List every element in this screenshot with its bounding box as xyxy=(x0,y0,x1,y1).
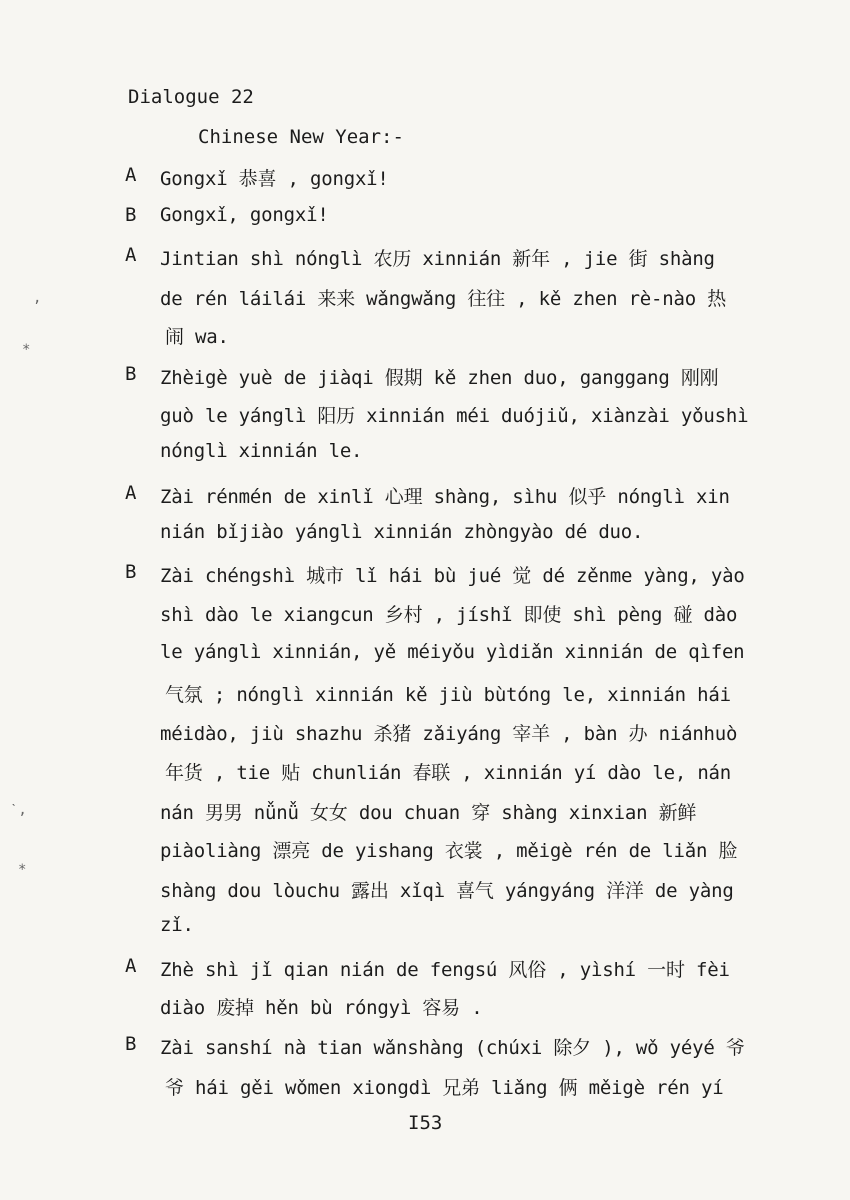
dialogue-line: 爷 hái gěi wǒmen xiongdì 兄弟 liǎng 俩 měigè rén yí xyxy=(165,1077,724,1099)
dialogue-title: Dialogue 22 xyxy=(128,86,254,108)
dialogue-line: de rén láilái 来来 wǎngwǎng 往往 , kě zhen rè-nào 热 xyxy=(160,288,727,310)
dialogue-line: Gongxǐ, gongxǐ! xyxy=(160,204,329,226)
dialogue-line: Zhèigè yuè de jiàqi 假期 kě zhen duo, ganggang 刚刚 xyxy=(160,367,719,389)
dialogue-line: Gongxǐ 恭喜 , gongxǐ! xyxy=(160,168,389,190)
dialogue-line: 年货 , tie 贴 chunlián 春联 , xinnián yí dào le, nán xyxy=(165,762,732,784)
dialogue-line: Zài rénmén de xinlǐ 心理 shàng, sìhu 似乎 nónglì xin xyxy=(160,486,730,508)
dialogue-line: Jintian shì nónglì 农历 xinnián 新年 , jie 街 shàng xyxy=(160,248,715,270)
dialogue-line: nónglì xinnián le. xyxy=(160,440,363,462)
dialogue-line: le yánglì xinnián, yě méiyǒu yìdiǎn xinnián de qìfen xyxy=(160,641,745,663)
speaker-label: B xyxy=(125,363,137,385)
dialogue-line: Zài sanshí nà tian wǎnshàng (chúxi 除夕 ), wǒ yéyé 爷 xyxy=(160,1037,745,1059)
page-number: I53 xyxy=(408,1112,443,1134)
dialogue-line: Zài chéngshì 城市 lǐ hái bù jué 觉 dé zěnme yàng, yào xyxy=(160,565,745,587)
dialogue-line: zǐ. xyxy=(160,914,194,936)
scan-mark: , xyxy=(33,290,42,306)
speaker-label: A xyxy=(125,955,137,977)
dialogue-line: méidào, jiù shazhu 杀猪 zǎiyáng 宰羊 , bàn 办 niánhuò xyxy=(160,723,738,745)
dialogue-line: shàng dou lòuchu 露出 xǐqì 喜气 yángyáng 洋洋 de yàng xyxy=(160,880,734,902)
dialogue-line: Zhè shì jǐ qian nián de fengsú 风俗 , yìshí 一时 fèi xyxy=(160,959,730,981)
dialogue-line: 气氛 ; nónglì xinnián kě jiù bùtóng le, xinnián hái xyxy=(165,684,731,706)
speaker-label: B xyxy=(125,561,137,583)
dialogue-line: piàoliàng 漂亮 de yishang 衣裳 , měigè rén de liǎn 脸 xyxy=(160,840,738,862)
scan-mark: * xyxy=(18,862,27,878)
scan-mark: * xyxy=(22,342,31,358)
speaker-label: A xyxy=(125,482,137,504)
dialogue-subtitle: Chinese New Year:- xyxy=(198,126,404,148)
dialogue-line: shì dào le xiangcun 乡村 , jíshǐ 即使 shì pèng 碰 dào xyxy=(160,604,738,626)
speaker-label: B xyxy=(125,1033,137,1055)
speaker-label: B xyxy=(125,204,137,226)
dialogue-line: nán 男男 nǚnǚ 女女 dou chuan 穿 shàng xinxian 新鲜 xyxy=(160,802,697,824)
dialogue-line: nián bǐjiào yánglì xinnián zhòngyào dé duo. xyxy=(160,521,644,543)
dialogue-line: 闹 wa. xyxy=(165,326,229,348)
speaker-label: A xyxy=(125,164,137,186)
dialogue-line: guò le yánglì 阳历 xinnián méi duójiǔ, xiànzài yǒushì xyxy=(160,405,749,427)
dialogue-line: diào 废掉 hěn bù róngyì 容易 . xyxy=(160,997,483,1019)
scan-mark: ˋ, xyxy=(10,802,27,818)
speaker-label: A xyxy=(125,244,137,266)
